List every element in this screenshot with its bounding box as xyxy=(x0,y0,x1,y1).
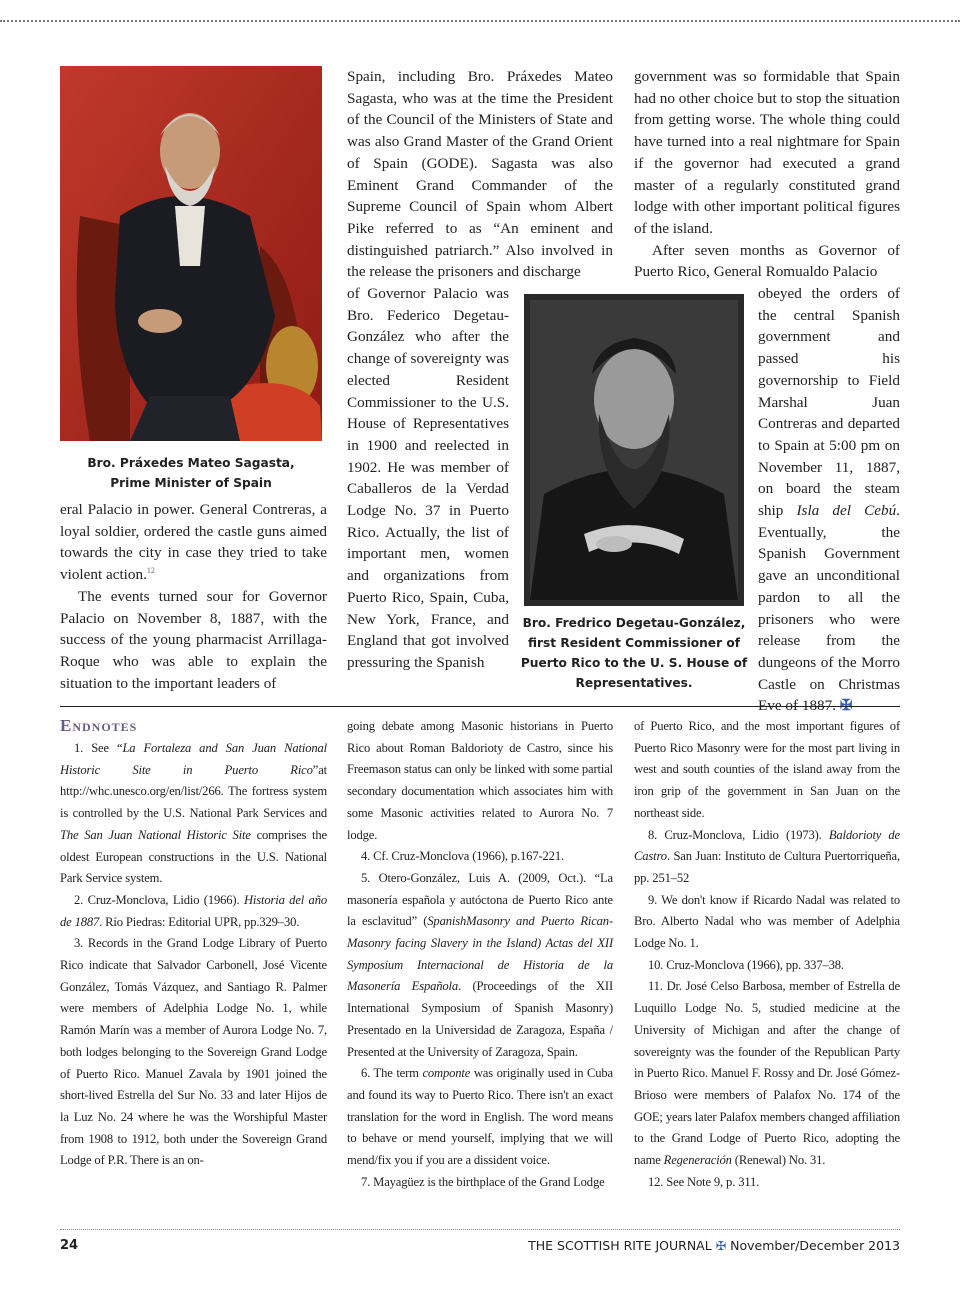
endnote-1-b: ”at http://whc.unesco.org/en/list/266. The fortress system is controlled by the U.S. National Park Services and xyxy=(60,762,327,821)
endnote-8-a: 8. Cruz-Monclova, Lidio (1973). xyxy=(648,827,829,842)
endnote-3: 3. Records in the Grand Lodge Library of Puerto Rico indicate that Salvador Carbonell, José Vicente González, Tomás Vázquez, and Santiago R. Palmer were members of Adelphia Lodge No. 1, while Ramón Marín was a member of Aurora Lodge No. 7, both lodges belonging to the Sovereign Grand Lodge of Puerto Rico. Manuel Zavala by 1901 joined the short-lived Estrella del Sur No. 33 and later Hijos de la Luz No. 24 where he was the Worshipful Master from 1908 to 1912, both under the Sovereign Grand Lodge of P.R. There is an on- xyxy=(60,936,327,1168)
col1-paragraph-2: The events turned sour for Governor Palacio on November 8, 1887, with the success of the young pharmacist Arrillaga-Roque who was able to explain the situation to the important leaders of xyxy=(60,587,327,692)
col2-top-paragraph: Spain, including Bro. Práxedes Mateo Sagasta, who was at the time the President of the Council of the Ministers of State and was also Grand Master of the Grand Orient of Spain (GODE). Sagasta was also Eminent Grand Commander of the Supreme Council of Spain whom Albert Pike referred to as “An eminent and distinguished patriarch.” Also involved in the release the prisoners and discharge xyxy=(347,68,613,281)
col2-wrap-paragraph: of Governor Palacio was Bro. Federico Degetau-González who after the change of sovereignty was elected Resident Commissioner to the U.S. House of Representatives in 1900 and reelected in 1902. He was member of Caballeros de la Verdad Lodge No. 37 in Puerto Rico. Actually, the list of important men, women and organizations from Puerto Rico, Spain, Cuba, New York, France, and England that got involved pressuring the Spanish xyxy=(347,285,509,671)
col1-p1-footnote-ref: 12 xyxy=(146,566,155,576)
endnote-10: 10. Cruz-Monclova (1966), pp. 337–38. xyxy=(648,957,844,972)
endnote-2 xyxy=(60,890,327,933)
top-dotted-border xyxy=(0,20,960,22)
col1-paragraph-1 xyxy=(60,499,327,586)
endnote-9: 9. We don't know if Ricardo Nadal was related to Bro. Alberto Nadal who was member of Adelphia Lodge No. 1. xyxy=(634,892,900,951)
endnote-7: 7. Mayagüez is the birthplace of the Grand Lodge xyxy=(361,1174,605,1189)
column-1-text xyxy=(60,499,327,694)
photo2-caption-line1: Bro. Fredrico Degetau-González, xyxy=(522,616,746,630)
column-3-top-text xyxy=(634,66,900,283)
col3-wrap-paragraph xyxy=(758,283,900,717)
endnote-5-title: SpanishMasonry and Puerto Rican-Masonry facing Slavery in the Island) Actas del XII Symposium Internacional de Historia de la Masonería Española xyxy=(347,914,613,994)
endnote-2-b: . Río Piedras: Editorial UPR, pp.329–30. xyxy=(99,914,300,929)
endnote-5-b: . (Proceedings of the XII International Symposium of Spanish Masonry) Presentado en la Universidad de Zaragoza, España / Presented at the University of Zaragoza, Spain. xyxy=(347,979,613,1059)
journal-title: THE SCOTTISH RITE JOURNAL xyxy=(528,1238,712,1253)
portrait-sagasta-drawing xyxy=(60,66,322,441)
endnote-8-title: Baldorioty de Castro xyxy=(634,827,900,864)
col3-wrap-a: obeyed the orders of the central Spanish government and passed his governorship to Field Marshal Juan Contreras and departed to Spain at 5:00 pm on November 11, 1887, on board the steam ship xyxy=(758,285,900,520)
endnote-5 xyxy=(347,868,613,1063)
endnotes-divider xyxy=(60,706,900,707)
endnote-2-title: Historia del año de 1887 xyxy=(60,892,327,929)
end-cross-icon: ✠ xyxy=(839,697,853,715)
page-number: 24 xyxy=(60,1238,79,1253)
photo1-caption-line2: Prime Minister of Spain xyxy=(110,476,272,490)
endnote-12: 12. See Note 9, p. 311. xyxy=(648,1174,760,1189)
endnotes-heading: Endnotes xyxy=(60,716,138,735)
col3-wrap-b: . Eventually, the Spanish Government gave an unconditional pardon to all the prisoners who were release from the dungeons of the Morro Castle on Christmas Eve of 1887. xyxy=(758,502,900,715)
endnote-1-title: La Fortaleza and San Juan National Historic Site in Puerto Rico xyxy=(60,741,327,777)
col3-ship-name: Isla del Cebú xyxy=(796,502,897,520)
endnote-6-term: componte xyxy=(422,1066,471,1081)
endnote-1-title-2: The San Juan National Historic Site xyxy=(60,827,251,842)
endnote-11-a: 11. Dr. José Celso Barbosa, member of Estrella de Luquillo Lodge No. 5, studied medicine at the University of Michigan and after the change of sovereignty was the founder of the Republican Party in Puerto Rico. Manuel F. Rossy and Dr. José Gómez-Brioso were members of Palafox No. 174 of the GOE; years later Palafox members changed affiliation to the Grand Lodge of Puerto Rico, adopting the name xyxy=(634,979,900,1168)
endnotes-column-1 xyxy=(60,738,327,1172)
endnote-1 xyxy=(60,738,327,890)
photo2-caption xyxy=(520,613,748,693)
portrait-degetau-drawing xyxy=(524,294,744,606)
endnote-11-b: (Renewal) No. 31. xyxy=(731,1153,826,1168)
endnotes-column-3 xyxy=(634,716,900,1193)
column-2-wrap-text xyxy=(347,283,509,674)
portrait-sagasta-image xyxy=(60,66,322,441)
endnote-4: 4. Cf. Cruz-Monclova (1966), p.167-221. xyxy=(361,849,564,864)
endnote-8 xyxy=(634,825,900,890)
portrait-degetau-image xyxy=(524,294,744,606)
issue-date: November/December 2013 xyxy=(730,1238,900,1253)
col1-p1-text: eral Palacio in power. General Contreras, a loyal soldier, ordered the castle guns aimed towards the city in case they tried to take violent action. xyxy=(60,501,327,584)
endnote-6-b: was originally used in Cuba and found its way to Puerto Rico. There isn't an exact translation for the word in English. The word means to behave or mend yourself, implying that we will mend/fix you if you are a dissident voice. xyxy=(347,1066,613,1168)
photo1-caption-line1: Bro. Práxedes Mateo Sagasta, xyxy=(87,456,295,470)
column-2-top-text xyxy=(347,66,613,283)
col3-paragraph-2-start: After seven months as Governor of Puerto Rico, General Romualdo Palacio xyxy=(634,241,900,281)
endnote-11 xyxy=(634,976,900,1171)
endnote-5-a: 5. Otero-González, Luis A. (2009, Oct.). “La masonería española y autóctona de Puerto Rico ante la esclavitud” ( xyxy=(347,870,613,929)
col3-top-paragraph: government was so formidable that Spain had no other choice but to stop the situation from getting worse. The whole thing could have turned into a real nightmare for Spain if the governor had executed a grand master of a regularly constituted grand lodge with other important political figures of the island. xyxy=(634,68,900,237)
endnotes-column-2 xyxy=(347,716,613,1193)
endnote-8-b: . San Juan: Instituto de Cultura Puertorriqueña, pp. 251–52 xyxy=(634,849,900,885)
endnote-6-a: 6. The term xyxy=(361,1066,423,1081)
endnote-3-continued: going debate among Masonic historians in Puerto Rico about Roman Baldorioty de Castro, since his Freemason status can only be linked with some partial secondary documentation which associates him with some Masonic activities related to Aurora No. 7 lodge. xyxy=(347,719,613,842)
footer-dotted-border xyxy=(60,1229,900,1230)
column-3-wrap-text xyxy=(758,283,900,717)
photo2-caption-line3: Puerto Rico to the U. S. House of xyxy=(520,656,748,670)
endnote-1-c: comprises the oldest European constructions in the U.S. National Park Service system. xyxy=(60,827,327,886)
endnote-1-a: 1. See “ xyxy=(74,741,123,755)
footer-cross-icon: ✠ xyxy=(715,1238,727,1253)
photo2-caption-line4: Representatives. xyxy=(575,676,693,690)
endnote-7-continued: of Puerto Rico, and the most important figures of Puerto Rico Masonry were for the most part living in west and south counties of the island away from the iron grip of the government in San Juan on the northeast side. xyxy=(634,719,900,820)
endnote-2-a: 2. Cruz-Monclova, Lidio (1966). xyxy=(74,892,244,907)
endnote-6 xyxy=(347,1063,613,1172)
footer-publication xyxy=(528,1238,900,1253)
photo2-caption-line2: first Resident Commissioner of xyxy=(527,636,740,650)
endnote-11-name: Regeneración xyxy=(663,1153,732,1168)
photo1-caption xyxy=(60,453,322,493)
